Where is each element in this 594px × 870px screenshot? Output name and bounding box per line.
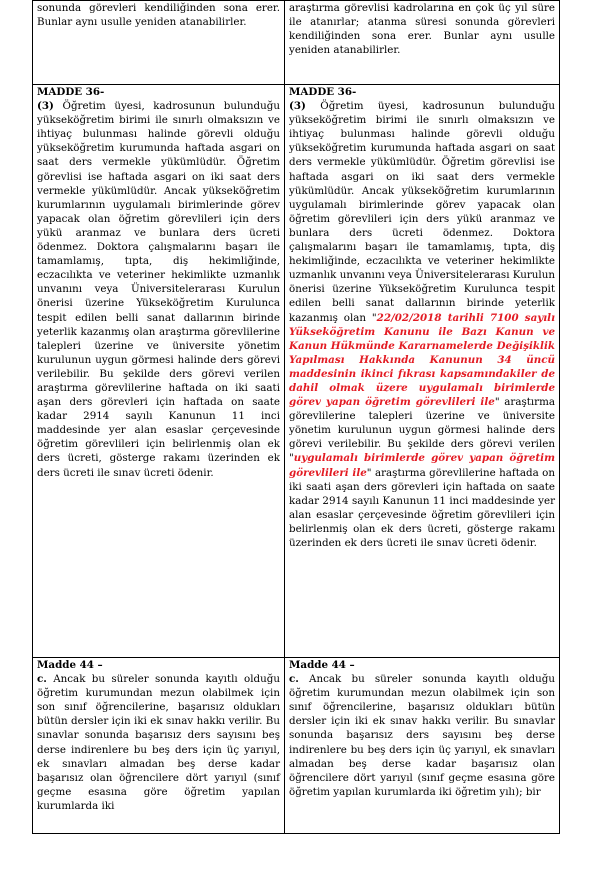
- paragraph-letter: c.: [37, 673, 47, 686]
- paragraph-body: " araştırma görevlilerine talepleri üzerine ve üniversite yönetim kurulunun uygun görmesi halinde ders görevi verilebilir. Bu şekilde ders görevi verilen ": [289, 396, 556, 465]
- paragraph-number: (3): [37, 100, 54, 113]
- old-text-paragraph: sonunda görevleri kendiliğinden sona erer. Bunlar aynı usulle yeniden atanabilirler.: [37, 2, 280, 29]
- paragraph-body: Öğretim üyesi, kadrosunun bulunduğu yükseköğretim birimi ile sınırlı olmaksızın ve ihtiyaç bulunması halinde görevli olduğu yükseköğretim kurumunda haftada asgari on saat ders vermekle yükümlüdür. Öğretim görevlisi ise haftada asgari on iki saat ders vermekle yükümlüdür. Ancak yükseköğretim kurumlarının uygulamalı birimlerinde görev yapacak olan öğretim görevlileri için ders yükü aranmaz ve bunlara ders ücreti ödenmez. Doktora çalışmalarını başarı ile tamamlamış, tıpta, diş hekimliğinde, eczacılıkta ve veteriner hekimlikte uzmanlık unvanını veya Üniversitelerarası Kurulun önerisi üzerine Yükseköğretim Kurulunca tespit edilen belli sanat dallarının birinde yeterlik kazanmış olan araştırma görevlilerine talepleri üzerine ve üniversite yönetim kurulunun uygun görmesi halinde ders görevi verilebilir. Bu şekilde ders görevi verilen araştırma görevlilerine haftada on iki saati aşan ders görevleri için haftada on saate kadar 2914 sayılı Kanunun 11 inci maddesinde yer alan esaslar çerçevesinde öğretim görevlileri için belirlenmiş olan ek ders ücreti, gösterge rakamı üzerinden ek ders ücreti ile sınav ücreti ödenir.: [37, 100, 280, 479]
- old-text-cell: [33, 85, 285, 658]
- comparison-table: [32, 0, 560, 834]
- article-heading: MADDE 36-: [37, 86, 105, 98]
- old-text-cell: [33, 658, 285, 834]
- old-text-cell: [33, 1, 285, 85]
- new-text-cell: [285, 1, 560, 85]
- old-text-paragraph: [37, 99, 280, 480]
- paragraph-body: " araştırma görevlilerine haftada on iki saati aşan ders görevleri için haftada on saate kadar 2914 sayılı Kanunun 11 inci maddesinde yer alan esaslar çerçevesinde öğretim görevlileri için belirlenmiş olan ek ders ücreti, gösterge rakamı üzerinden ek ders ücreti ile sınav ücreti ödenir.: [289, 466, 555, 549]
- paragraph-number: (3): [289, 100, 306, 113]
- amendment-text: uygulamalı birimlerde görev yapan öğretim görevlileri ile: [289, 452, 555, 479]
- new-text-paragraph: [289, 672, 555, 799]
- new-text-paragraph: [289, 99, 555, 550]
- new-text-cell: [285, 85, 560, 658]
- new-text-cell: [285, 658, 560, 834]
- document-page: [32, 0, 559, 834]
- paragraph-letter: c.: [289, 673, 299, 686]
- article-heading: Madde 44 –: [289, 659, 355, 671]
- table-row: [33, 85, 560, 658]
- paragraph-body: Ancak bu süreler sonunda kayıtlı olduğu öğretim kurumundan mezun olabilmek için son sınıf öğrencilerine, başarısız oldukları bütün dersler için iki ek sınav hakkı verilir. Bu sınavlar sonunda başarısız ders sayısını beş derse indirenlere bu beş ders için üç yarıyıl, ek sınavları almadan beş derse kadar başarısız olan öğrencilere dört yarıyıl (sınıf geçme esasına göre öğretim yapılan kurumlarda iki öğretim yılı); bir: [289, 673, 555, 798]
- table-row: [33, 658, 560, 834]
- article-heading: Madde 44 –: [37, 659, 103, 671]
- table-row: [33, 1, 560, 85]
- old-text-paragraph: [37, 672, 280, 813]
- paragraph-body: Öğretim üyesi, kadrosunun bulunduğu yükseköğretim birimi ile sınırlı olmaksızın ve ihtiyaç bulunması halinde görevli olduğu yükseköğretim kurumunda haftada asgari on saat ders vermekle yükümlüdür. Öğretim görevlisi ise haftada asgari on iki saat ders vermekle yükümlüdür. Ancak yükseköğretim kurumlarının uygulamalı birimlerinde görev yapacak olan öğretim görevlileri için ders yükü aranmaz ve bunlara ders ücreti ödenmez. Doktora çalışmalarını başarı ile tamamlamış, tıpta, diş hekimliğinde, eczacılıkta ve veteriner hekimlikte uzmanlık unvanını veya Üniversitelerarası Kurulun önerisi üzerine Yükseköğretim Kurulunca tespit edilen belli sanat dallarının birinde yeterlik kazanmış olan ": [289, 100, 555, 324]
- paragraph-body: Ancak bu süreler sonunda kayıtlı olduğu öğretim kurumundan mezun olabilmek için son sınıf öğrencilerine, başarısız oldukları bütün dersler için iki ek sınav hakkı verilir. Bu sınavlar sonunda başarısız ders sayısını beş derse indirenlere bu beş ders için üç yarıyıl, ek sınavları almadan beş derse kadar başarısız olan öğrencilere dört yarıyıl (sınıf geçme esasına göre öğretim yapılan kurumlarda iki: [37, 673, 280, 812]
- new-text-paragraph: araştırma görevlisi kadrolarına en çok üç yıl süre ile atanırlar; atanma süresi sonunda görevleri kendiliğinden sona erer. Bunlar aynı usulle yeniden atanabilirler.: [289, 2, 555, 57]
- amendment-text: 22/02/2018 tarihli 7100 sayılı Yükseköğretim Kanunu ile Bazı Kanun ve Kanun Hükmünde Kararnamelerde Değişiklik Yapılması Hakkında Kanunun 34 üncü maddesinin ikinci fıkrası kapsamındakiler de dahil olmak üzere uygulamalı birimlerde görev yapan öğretim görevlileri ile: [289, 311, 555, 409]
- article-heading: MADDE 36-: [289, 86, 357, 98]
